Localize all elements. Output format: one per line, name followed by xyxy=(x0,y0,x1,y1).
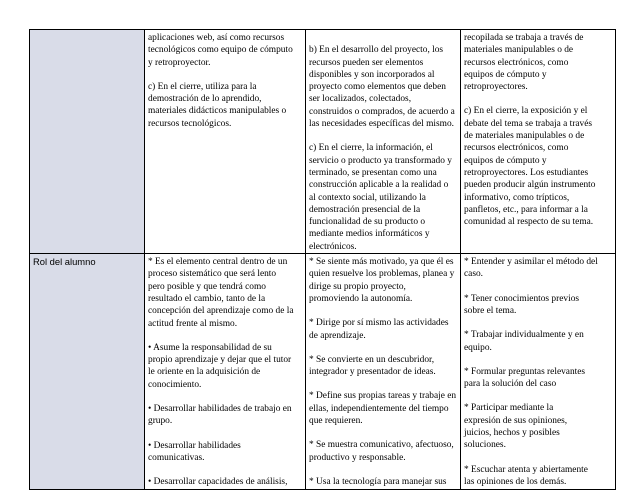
cell-paragraph: c) En el cierre, la información, el servicio o producto ya transformado y terminado, se presentan como una construcción aplicable a la realidad o al contexto social, utilizando la demostración presencial de la funcionalidad de su producto o mediante medios informáticos y electrónicos. xyxy=(309,143,452,252)
table-cell xyxy=(461,254,616,489)
table-cell xyxy=(461,30,616,254)
cell-paragraph: • Desarrollar habilidades de trabajo en grupo. xyxy=(148,404,292,427)
cell-paragraph: * Formular preguntas relevantes para la solución del caso xyxy=(464,366,586,390)
cell-paragraph: * Escuchar atenta y abiertamente las opiniones de los demás. xyxy=(464,464,588,487)
cell-paragraph: * Se convierte en un descubridor, integrador y presentador de ideas. xyxy=(309,354,436,378)
cell-paragraph: • Asume la responsabilidad de su propio aprendizaje y dejar que el tutor le oriente en la adquisición de conocimiento. xyxy=(148,342,292,390)
cell-paragraph: b) En el desarrollo del proyecto, los recursos pueden ser elementos disponibles y son incorporados al proyecto como elementos que deben ser localizados, colectados, construidos o comprados, de acuerdo a las necesidades específicas del mismo. xyxy=(309,45,455,130)
cell-paragraph: * Usa la tecnología para manejar sus xyxy=(309,476,447,487)
cell-paragraph: aplicaciones web, así como recursos tecnológicos como equipo de cómputo y retroproyector. xyxy=(148,33,293,68)
cell-paragraph: c) En el cierre, utiliza para la demostración de lo aprendido, materiales didácticos manipulables o recursos tecnológicos. xyxy=(148,81,287,129)
cell-paragraph: * Dirige por sí mismo las actividades de aprendizaje. xyxy=(309,318,449,341)
table-cell xyxy=(306,254,461,489)
row-label-cell: Rol del alumno xyxy=(30,254,145,489)
cell-paragraph: * Se muestra comunicativo, afectuoso, productivo y responsable. xyxy=(309,440,454,463)
cell-paragraph: c) En el cierre, la exposición y el debate del tema se trabaja a través de materiales manipulables o de recursos electrónicos, como equipos de cómputo y retroproyectores. Los estudiantes pueden producir algún instrumento informativo, como trípticos, panfletos, etc., para informar a la comunidad al respecto de su tema. xyxy=(464,106,596,228)
cell-paragraph: • Desarrollar habilidades comunicativas. xyxy=(148,440,241,463)
cell-paragraph: * Define sus propias tareas y trabaje en ellas, independientemente del tiempo que requieren. xyxy=(309,391,457,427)
cell-paragraph: * Es el elemento central dentro de un proceso sistemático que será lento pero posible y que tendrá como resultado el cambio, tanto de la concepción del aprendizaje como de la actitud frente al mismo. xyxy=(148,257,294,329)
table-row-student-role xyxy=(30,254,616,489)
cell-paragraph: * Trabajar individualmente y en equipo. xyxy=(464,330,584,353)
methods-table xyxy=(29,29,616,490)
cell-paragraph: • Desarrollar capacidades de análisis, xyxy=(148,477,288,488)
cell-paragraph: recopilada se trabaja a través de materiales manipulables o de recursos electrónicos, como equipos de cómputo y retroproyectores. xyxy=(464,33,584,93)
cell-paragraph: * Se siente más motivado, ya que él es quien resuelve los problemas, planea y dirige su propio proyecto, promoviendo la autonomía. xyxy=(309,257,455,304)
table-cell xyxy=(145,30,306,254)
cell-paragraph: * Participar mediante la expresión de sus opiniones, juicios, hechos y posibles soluciones. xyxy=(464,403,568,451)
table-cell xyxy=(145,254,306,489)
cell-paragraph: * Tener conocimientos previos sobre el tema. xyxy=(464,293,580,316)
row-label-cell xyxy=(30,30,145,254)
cell-paragraph: * Entender y asimilar el método del caso. xyxy=(464,257,598,280)
table-row-resources xyxy=(30,30,616,254)
table-cell xyxy=(306,30,461,254)
